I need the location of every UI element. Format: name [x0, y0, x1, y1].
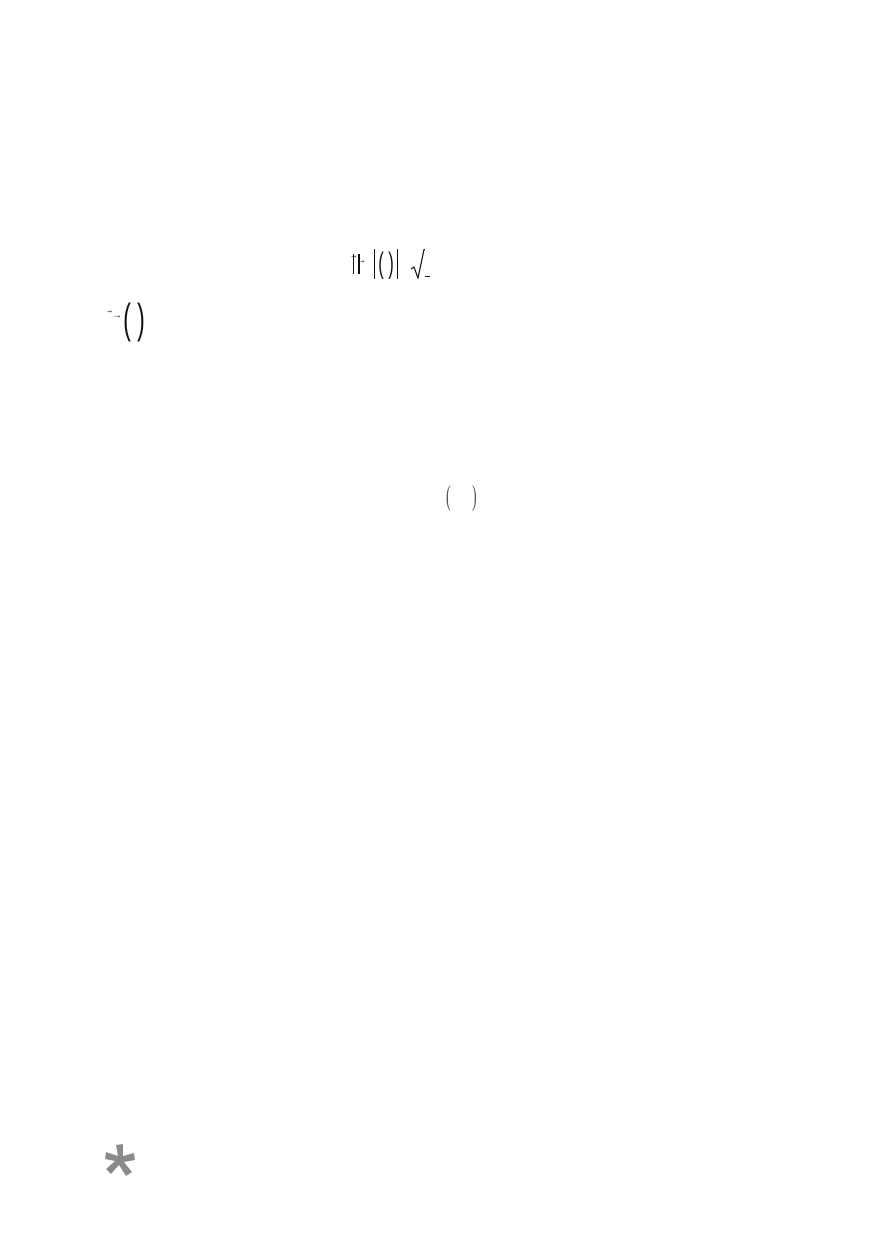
paren-left: ( — [123, 295, 131, 342]
paren-left: ( — [378, 247, 384, 280]
label-paren-right: ) — [472, 479, 477, 512]
magnitude-equation: ⃗→ ( ) — [352, 246, 433, 282]
vector-label — [446, 480, 477, 512]
paren-right: ) — [388, 247, 394, 280]
arrow-paragraph: ⃗→ ( ) — [112, 295, 145, 342]
paren-right: ) — [137, 295, 145, 342]
publisher-logo — [104, 1143, 136, 1177]
label-paren-left: ( — [446, 479, 451, 512]
